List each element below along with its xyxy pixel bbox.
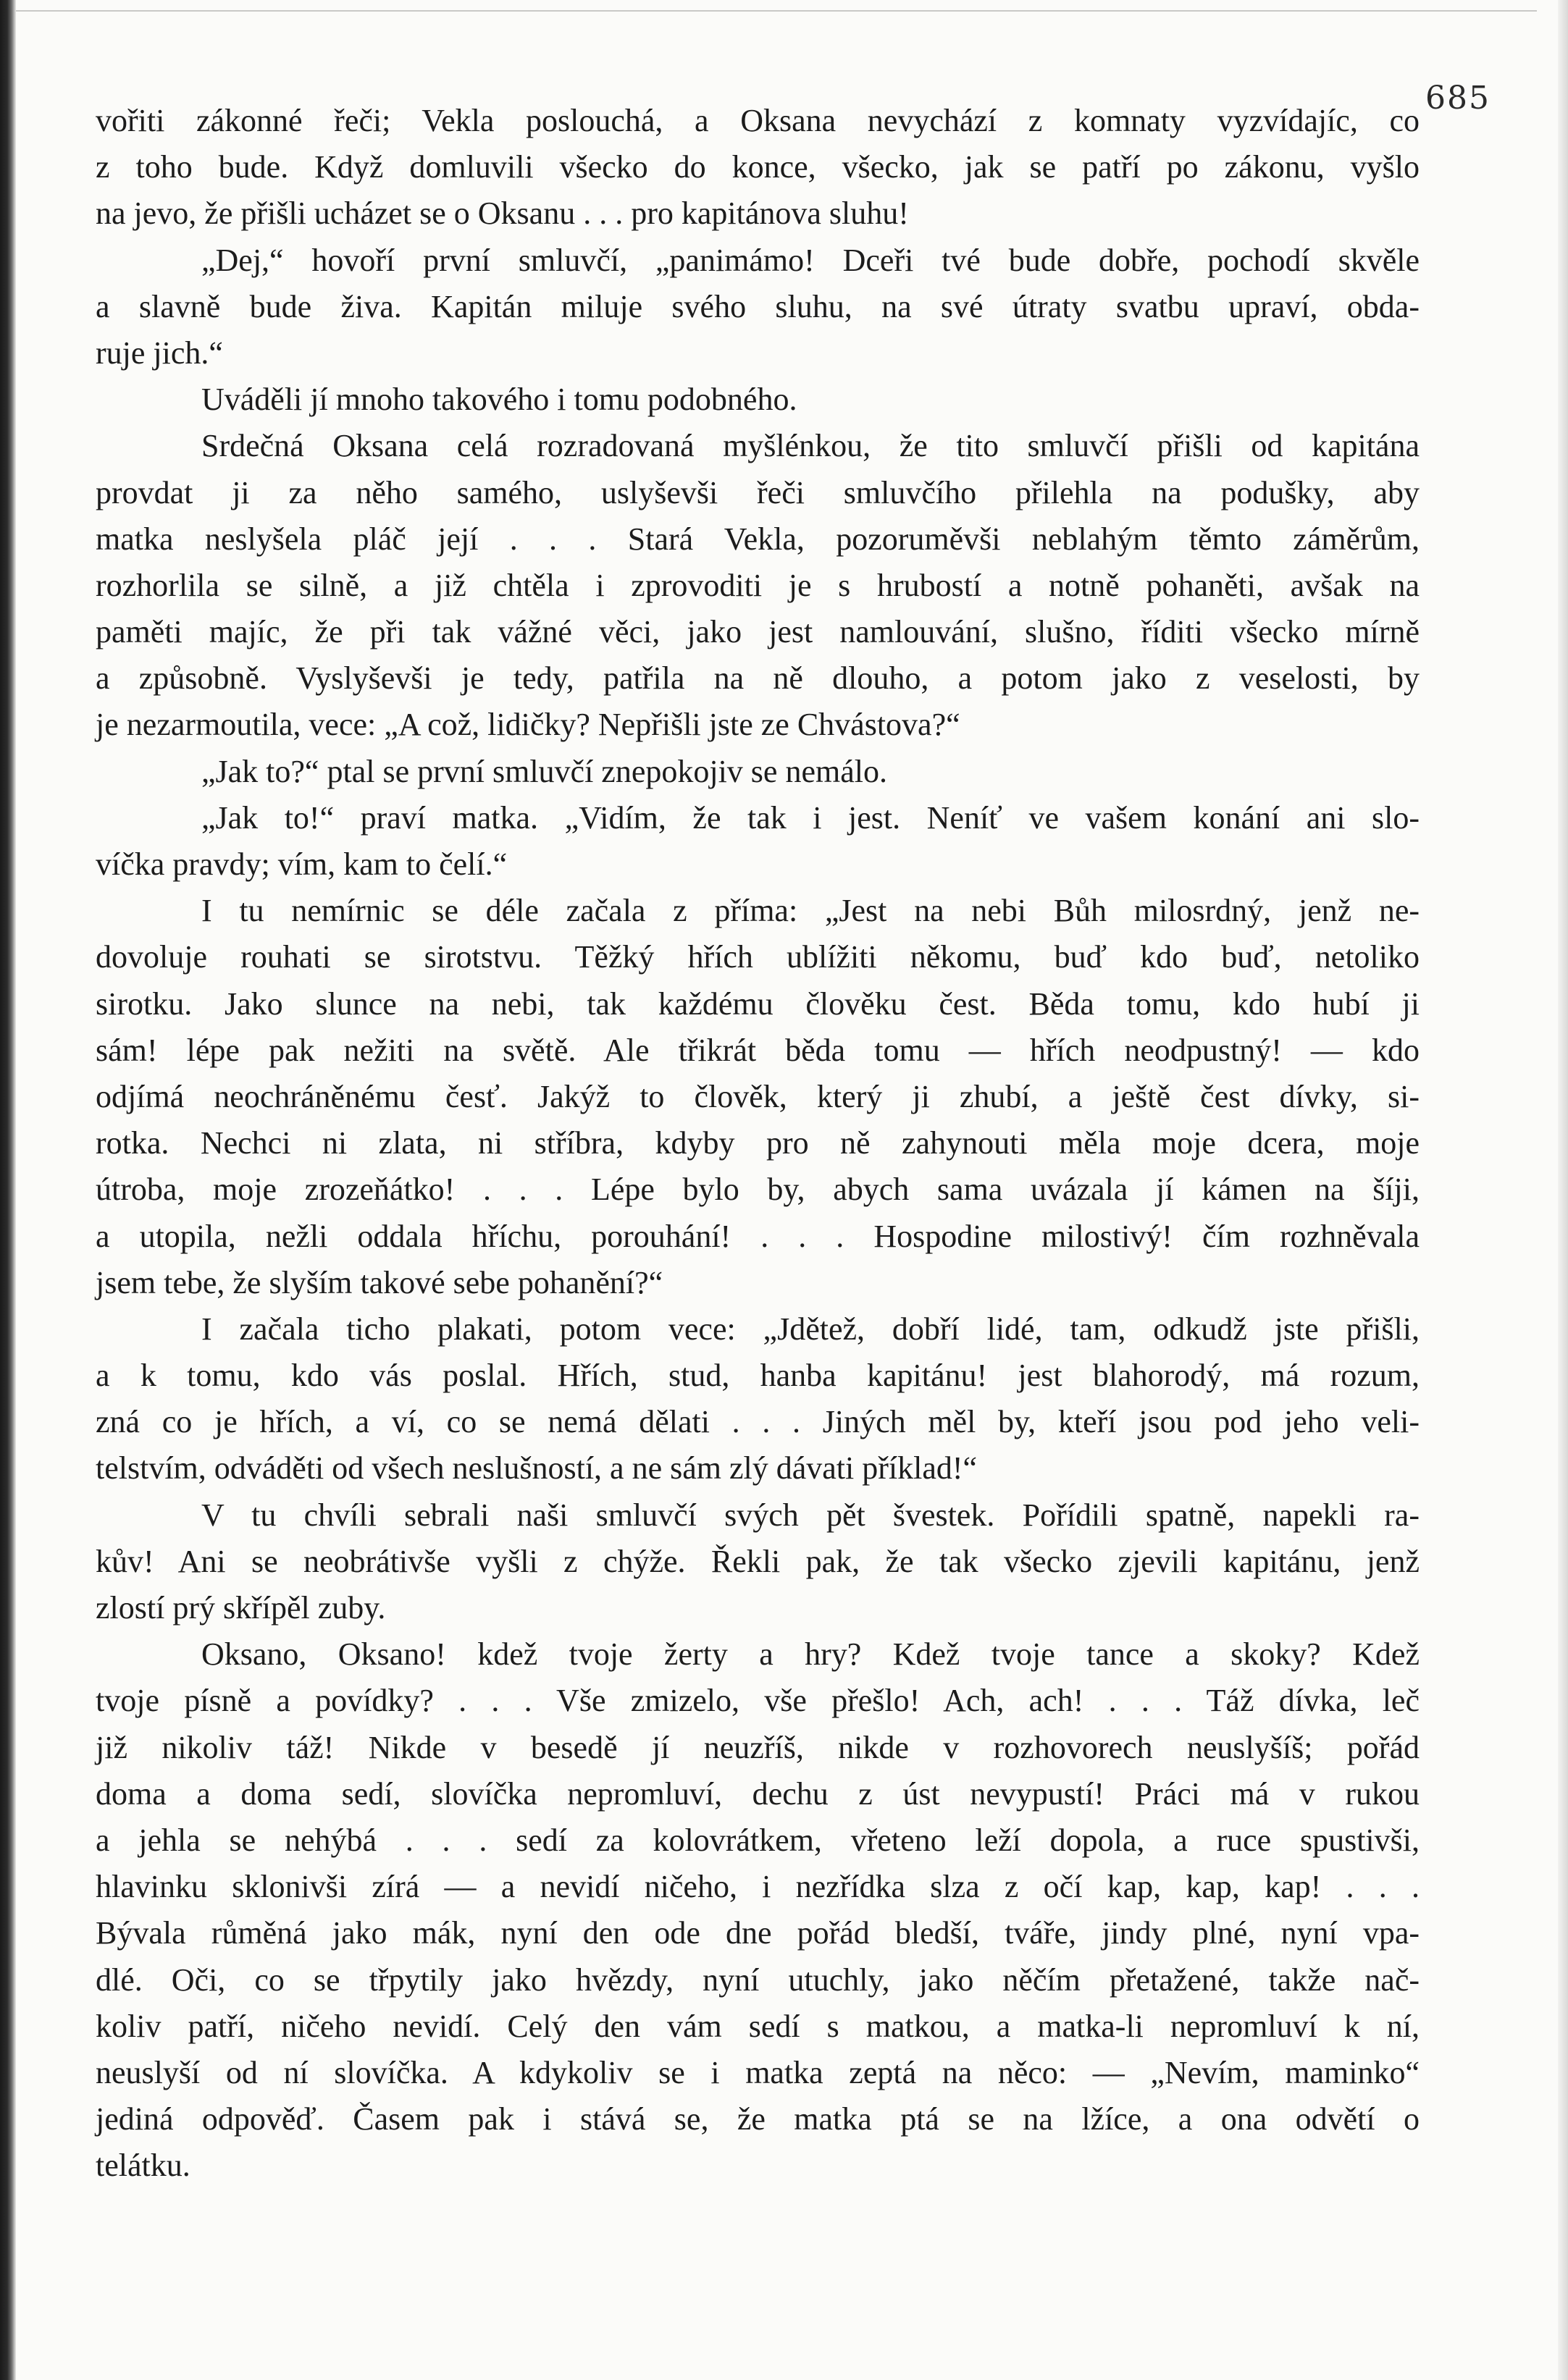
text-line: dlé. Oči, co se třpytily jako hvězdy, nyní utuchly, jako něčím přetažené, takže nač-: [96, 1961, 1420, 1998]
text-line: vořiti zákonné řeči; Vekla poslouchá, a Oksana nevychází z komnaty vyzvídajíc, co: [96, 103, 1420, 138]
text-line: na jevo, že přišli ucházet se o Oksanu . . . pro kapitánova sluhu!: [96, 195, 909, 232]
text-line: doma a doma sedí, slovíčka nepromluví, dechu z úst nevypustí! Práci má v rukou: [96, 1775, 1420, 1812]
paragraph-first-line: „Jak to?“ ptal se první smluvčí znepokojiv se nemálo.: [201, 753, 887, 789]
text-line: a způsobně. Vyslyševši je tedy, patřila na ně dlouho, a potom jako z veselosti, by: [96, 660, 1420, 697]
text-line: provdat ji za něho samého, uslyševši řeči smluvčího přilehla na podušky, aby: [96, 474, 1420, 510]
text-line: telstvím, odváděti od všech neslušností, a ne sám zlý dávati příklad!“: [96, 1450, 978, 1487]
paragraph-first-line: „Jak to!“ praví matka. „Vidím, že tak i jest. Neníť ve vašem konání ani slo-: [201, 799, 1420, 836]
text-line: sám! lépe pak nežiti na světě. Ale třikrát běda tomu — hřích neodpustný! — kdo: [96, 1032, 1420, 1068]
text-line: jediná odpověď. Časem pak i stává se, že matka ptá se na lžíce, a ona odvětí o: [96, 2101, 1420, 2137]
text-line: koliv patří, ničeho nevidí. Celý den vám sedí s matkou, a matka-li nepromluví k ní,: [96, 2008, 1420, 2044]
text-line: neuslyší od ní slovíčka. A kdykoliv se i matka zeptá na něco: — „Nevím, maminko“: [96, 2054, 1420, 2090]
text-line: dovoluje rouhati se sirotstvu. Těžký hřích ublížiti někomu, buď kdo buď, netoliko: [96, 939, 1420, 975]
paragraph-first-line: „Dej,“ hovoří první smluvčí, „panimámo! Dceři tvé bude dobře, pochodí skvěle: [201, 242, 1420, 278]
paragraph-first-line: Oksano, Oksano! kdež tvoje žerty a hry? Kdež tvoje tance a skoky? Kdež: [201, 1636, 1420, 1673]
text-line: útroba, moje zrozeňátko! . . . Lépe bylo by, abych sama uvázala jí kámen na šíji,: [96, 1172, 1420, 1208]
text-line: z toho bude. Když domluvili všecko do konce, všecko, jak se patří po zákonu, vyšlo: [96, 149, 1420, 185]
page-number: 685: [1425, 80, 1491, 117]
text-line: rotka. Nechci ni zlata, ni stříbra, kdyby pro ně zahynouti měla moje dcera, moje: [96, 1125, 1420, 1161]
paragraph-first-line: I tu nemírnic se déle začala z příma: „Jest na nebi Bůh milosrdný, jenž ne-: [201, 893, 1420, 929]
text-line: zlostí prý skřípěl zuby.: [96, 1590, 386, 1626]
paragraph-first-line: V tu chvíli sebrali naši smluvčí svých pět švestek. Pořídili spatně, napekli ra-: [201, 1497, 1420, 1533]
top-border-line: [16, 10, 1537, 12]
text-line: a k tomu, kdo vás poslal. Hřích, stud, hanba kapitánu! jest blahorodý, má rozum,: [96, 1358, 1420, 1394]
text-line: sirotku. Jako slunce na nebi, tak každému člověku čest. Běda tomu, kdo hubí ji: [96, 985, 1420, 1022]
text-line: paměti majíc, že při tak vážné věci, jako jest namlouvání, slušno, říditi všecko mírně: [96, 614, 1420, 650]
body-text: [96, 98, 1420, 2189]
page-edge: [1558, 0, 1568, 2380]
text-line: zná co je hřích, a ví, co se nemá dělati . . . Jiných měl by, kteří jsou pod jeho veli-: [96, 1404, 1420, 1440]
text-line: tvoje písně a povídky? . . . Vše zmizelo, vše přešlo! Ach, ach! . . . Táž dívka, leč: [96, 1683, 1420, 1719]
paragraph-first-line: Srdečná Oksana celá rozradovaná myšlénkou, že tito smluvčí přišli od kapitána: [201, 428, 1420, 464]
text-line: odjímá neochráněnému česť. Jakýž to člověk, který ji zhubí, a ještě čest dívky, si-: [96, 1078, 1420, 1114]
binding-shadow: [0, 0, 16, 2380]
text-line: již nikoliv táž! Nikde v besedě jí neuzříš, nikde v rozhovorech neuslyšíš; pořád: [96, 1729, 1420, 1765]
text-line: jsem tebe, že slyším takové sebe pohanění?“: [96, 1264, 663, 1300]
text-line: a utopila, nežli oddala hříchu, porouhání! . . . Hospodine milostivý! čím rozhněvala: [96, 1218, 1420, 1254]
text-line: víčka pravdy; vím, kam to čelí.“: [96, 846, 508, 882]
paragraph-first-line: Uváděli jí mnoho takového i tomu podobného.: [201, 382, 797, 418]
text-line: hlavinku sklonivši zírá — a nevidí ničeho, i nezřídka slza z očí kap, kap, kap! . . .: [96, 1869, 1420, 1905]
text-line: rozhorlila se silně, a již chtěla i zprovoditi je s hrubostí a notně pohaněti, avšak na: [96, 567, 1420, 603]
text-line: kův! Ani se neobrátivše vyšli z chýže. Řekli pak, že tak všecko zjevili kapitánu, jenž: [96, 1543, 1420, 1579]
text-line: a jehla se nehýbá . . . sedí za kolovrátkem, vřeteno leží dopola, a ruce spustivši,: [96, 1822, 1420, 1858]
text-line: a slavně bude živa. Kapitán miluje svého sluhu, na své útraty svatbu upraví, obda-: [96, 288, 1420, 324]
text-line: telátku.: [96, 2148, 190, 2184]
paragraph-first-line: I začala ticho plakati, potom vece: „Jdětež, dobří lidé, tam, odkudž jste přišli,: [201, 1311, 1420, 1347]
text-line: Bývala růměná jako mák, nyní den ode dne pořád bledší, tváře, jindy plné, nyní vpa-: [96, 1915, 1420, 1951]
text-line: matka neslyšela pláč její . . . Stará Vekla, pozoruměvši neblahým těmto záměrům,: [96, 521, 1420, 557]
text-line: je nezarmoutila, vece: „A což, lidičky? Nepřišli jste ze Chvástova?“: [96, 707, 960, 743]
text-line: ruje jich.“: [96, 335, 223, 371]
